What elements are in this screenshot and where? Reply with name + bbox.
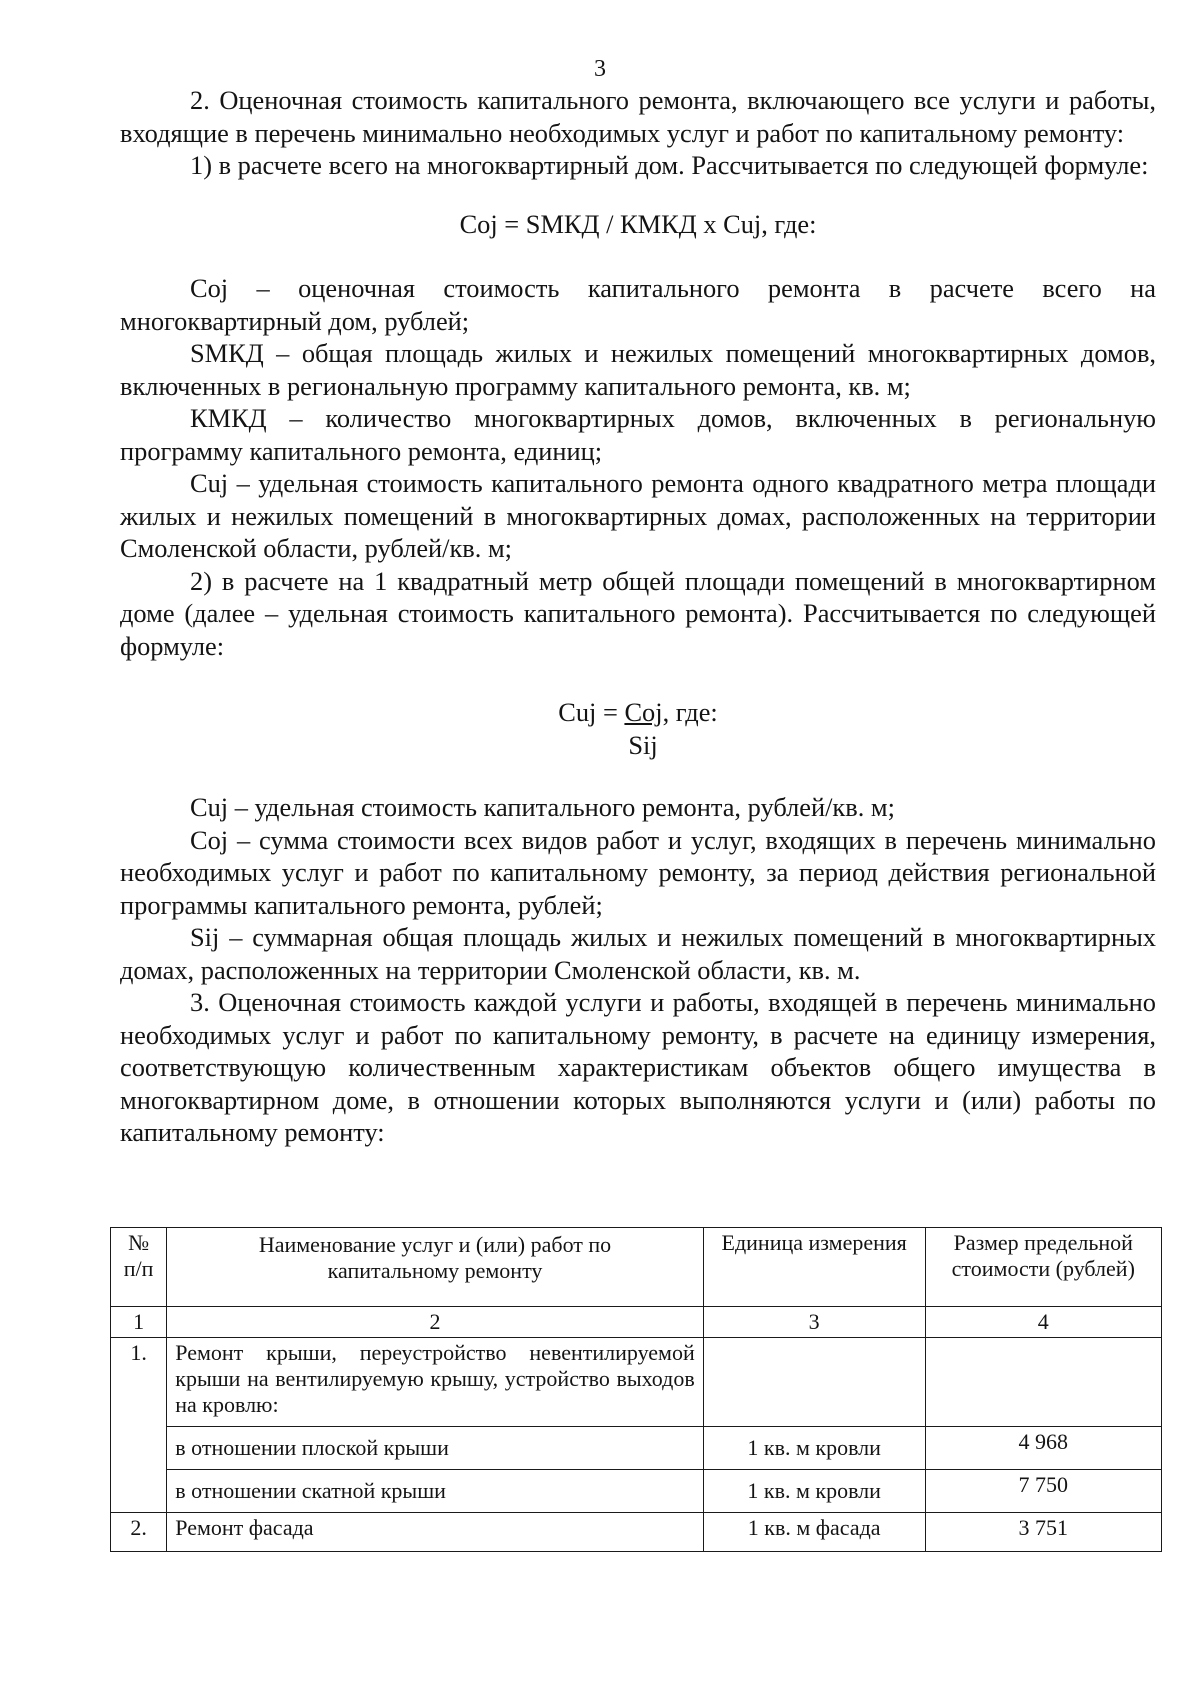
row-name: в отношении плоской крыши bbox=[167, 1427, 704, 1470]
definition-cuj: Cuj – удельная стоимость капитального ремонта одного квадратного метра площади жилых и нежилых помещений в многоквартирных домах, расположенных на территории Смоленской области, рублей/кв. м; bbox=[120, 468, 1156, 563]
definition-smkd: SМКД – общая площадь жилых и нежилых помещений многоквартирных домов, включенных в региональную программу капитального ремонта, кв. м; bbox=[120, 338, 1156, 401]
row-unit: 1 кв. м кровли bbox=[703, 1470, 925, 1513]
section2-intro: 2. Оценочная стоимость капитального ремонта, включающего все услуги и работы, входящие в перечень минимально необходимых услуг и работ по капитальному ремонту: bbox=[120, 85, 1156, 148]
services-cost-table bbox=[110, 1227, 1162, 1552]
table-column-numbers-row bbox=[111, 1307, 1162, 1338]
definition2-sij: Sij – суммарная общая площадь жилых и нежилых помещений в многоквартирных домах, расположенных на территории Смоленской области, кв. м. bbox=[120, 922, 1156, 985]
page-number: 3 bbox=[594, 56, 606, 82]
row-name: Ремонт фасада bbox=[167, 1513, 704, 1552]
row-unit: 1 кв. м кровли bbox=[703, 1427, 925, 1470]
row-num: 2. bbox=[111, 1513, 167, 1552]
row-unit: 1 кв. м фасада bbox=[703, 1513, 925, 1552]
header-num: № п/п bbox=[111, 1228, 167, 1307]
row-num: 1. bbox=[111, 1338, 167, 1513]
col-number: 1 bbox=[111, 1307, 167, 1338]
table-row bbox=[111, 1513, 1162, 1552]
formula-cuj-denominator: Sij bbox=[628, 729, 658, 760]
col-number: 2 bbox=[167, 1307, 704, 1338]
definition-coj: Coj – оценочная стоимость капитального ремонта в расчете всего на многоквартирный дом, рублей; bbox=[120, 273, 1156, 336]
formula-cuj-lhs: Cuj = bbox=[558, 697, 625, 727]
header-name: Наименование услуг и (или) работ по капитальному ремонту bbox=[167, 1228, 704, 1307]
row-unit bbox=[703, 1338, 925, 1427]
row-cost: 4 968 bbox=[925, 1427, 1161, 1470]
formula-cuj bbox=[120, 696, 1156, 761]
definition-kmkd: КМКД – количество многоквартирных домов, включенных в региональную программу капитального ремонта, единиц; bbox=[120, 403, 1156, 466]
formula-cuj-suffix: , где: bbox=[662, 697, 718, 727]
table-header-row bbox=[111, 1228, 1162, 1307]
table-row bbox=[111, 1427, 1162, 1470]
row-cost bbox=[925, 1338, 1161, 1427]
row-name: Ремонт крыши, переустройство невентилируемой крыши на вентилируемую крышу, устройство выходов на кровлю: bbox=[167, 1338, 704, 1427]
section2-item2: 2) в расчете на 1 квадратный метр общей площади помещений в многоквартирном доме (далее – удельная стоимость капитального ремонта). Рассчитывается по следующей формуле: bbox=[120, 565, 1156, 661]
col-number: 4 bbox=[925, 1307, 1161, 1338]
definition2-coj: Coj – сумма стоимости всех видов работ и услуг, входящих в перечень минимально необходимых услуг и работ по капитальному ремонту, за период действия региональной программы капитального ремонта, рублей; bbox=[120, 824, 1156, 920]
table-row bbox=[111, 1338, 1162, 1427]
row-cost: 7 750 bbox=[925, 1470, 1161, 1513]
formula-coj: Coj = SМКД / КМКД х Cuj, где: bbox=[459, 208, 817, 239]
header-unit: Единица измерения bbox=[703, 1228, 925, 1307]
formula-cuj-numerator: Coj bbox=[624, 697, 663, 727]
document-body bbox=[120, 84, 1156, 1149]
definition2-cuj: Cuj – удельная стоимость капитального ремонта, рублей/кв. м; bbox=[190, 792, 895, 822]
col-number: 3 bbox=[703, 1307, 925, 1338]
section3-intro: 3. Оценочная стоимость каждой услуги и работы, входящей в перечень минимально необходимых услуг и работ по капитальному ремонту, в расчете на единицу измерения, соответствующую количественным характеристикам объектов общего имущества в многоквартирном доме, в отношении которых выполняются услуги и (или) работы по капитальному ремонту: bbox=[120, 987, 1156, 1147]
row-name: в отношении скатной крыши bbox=[167, 1470, 704, 1513]
row-cost: 3 751 bbox=[925, 1513, 1161, 1552]
header-cost: Размер предельной стоимости (рублей) bbox=[925, 1228, 1161, 1307]
table-row bbox=[111, 1470, 1162, 1513]
section2-item1: 1) в расчете всего на многоквартирный дом. Рассчитывается по следующей формуле: bbox=[190, 150, 1149, 180]
